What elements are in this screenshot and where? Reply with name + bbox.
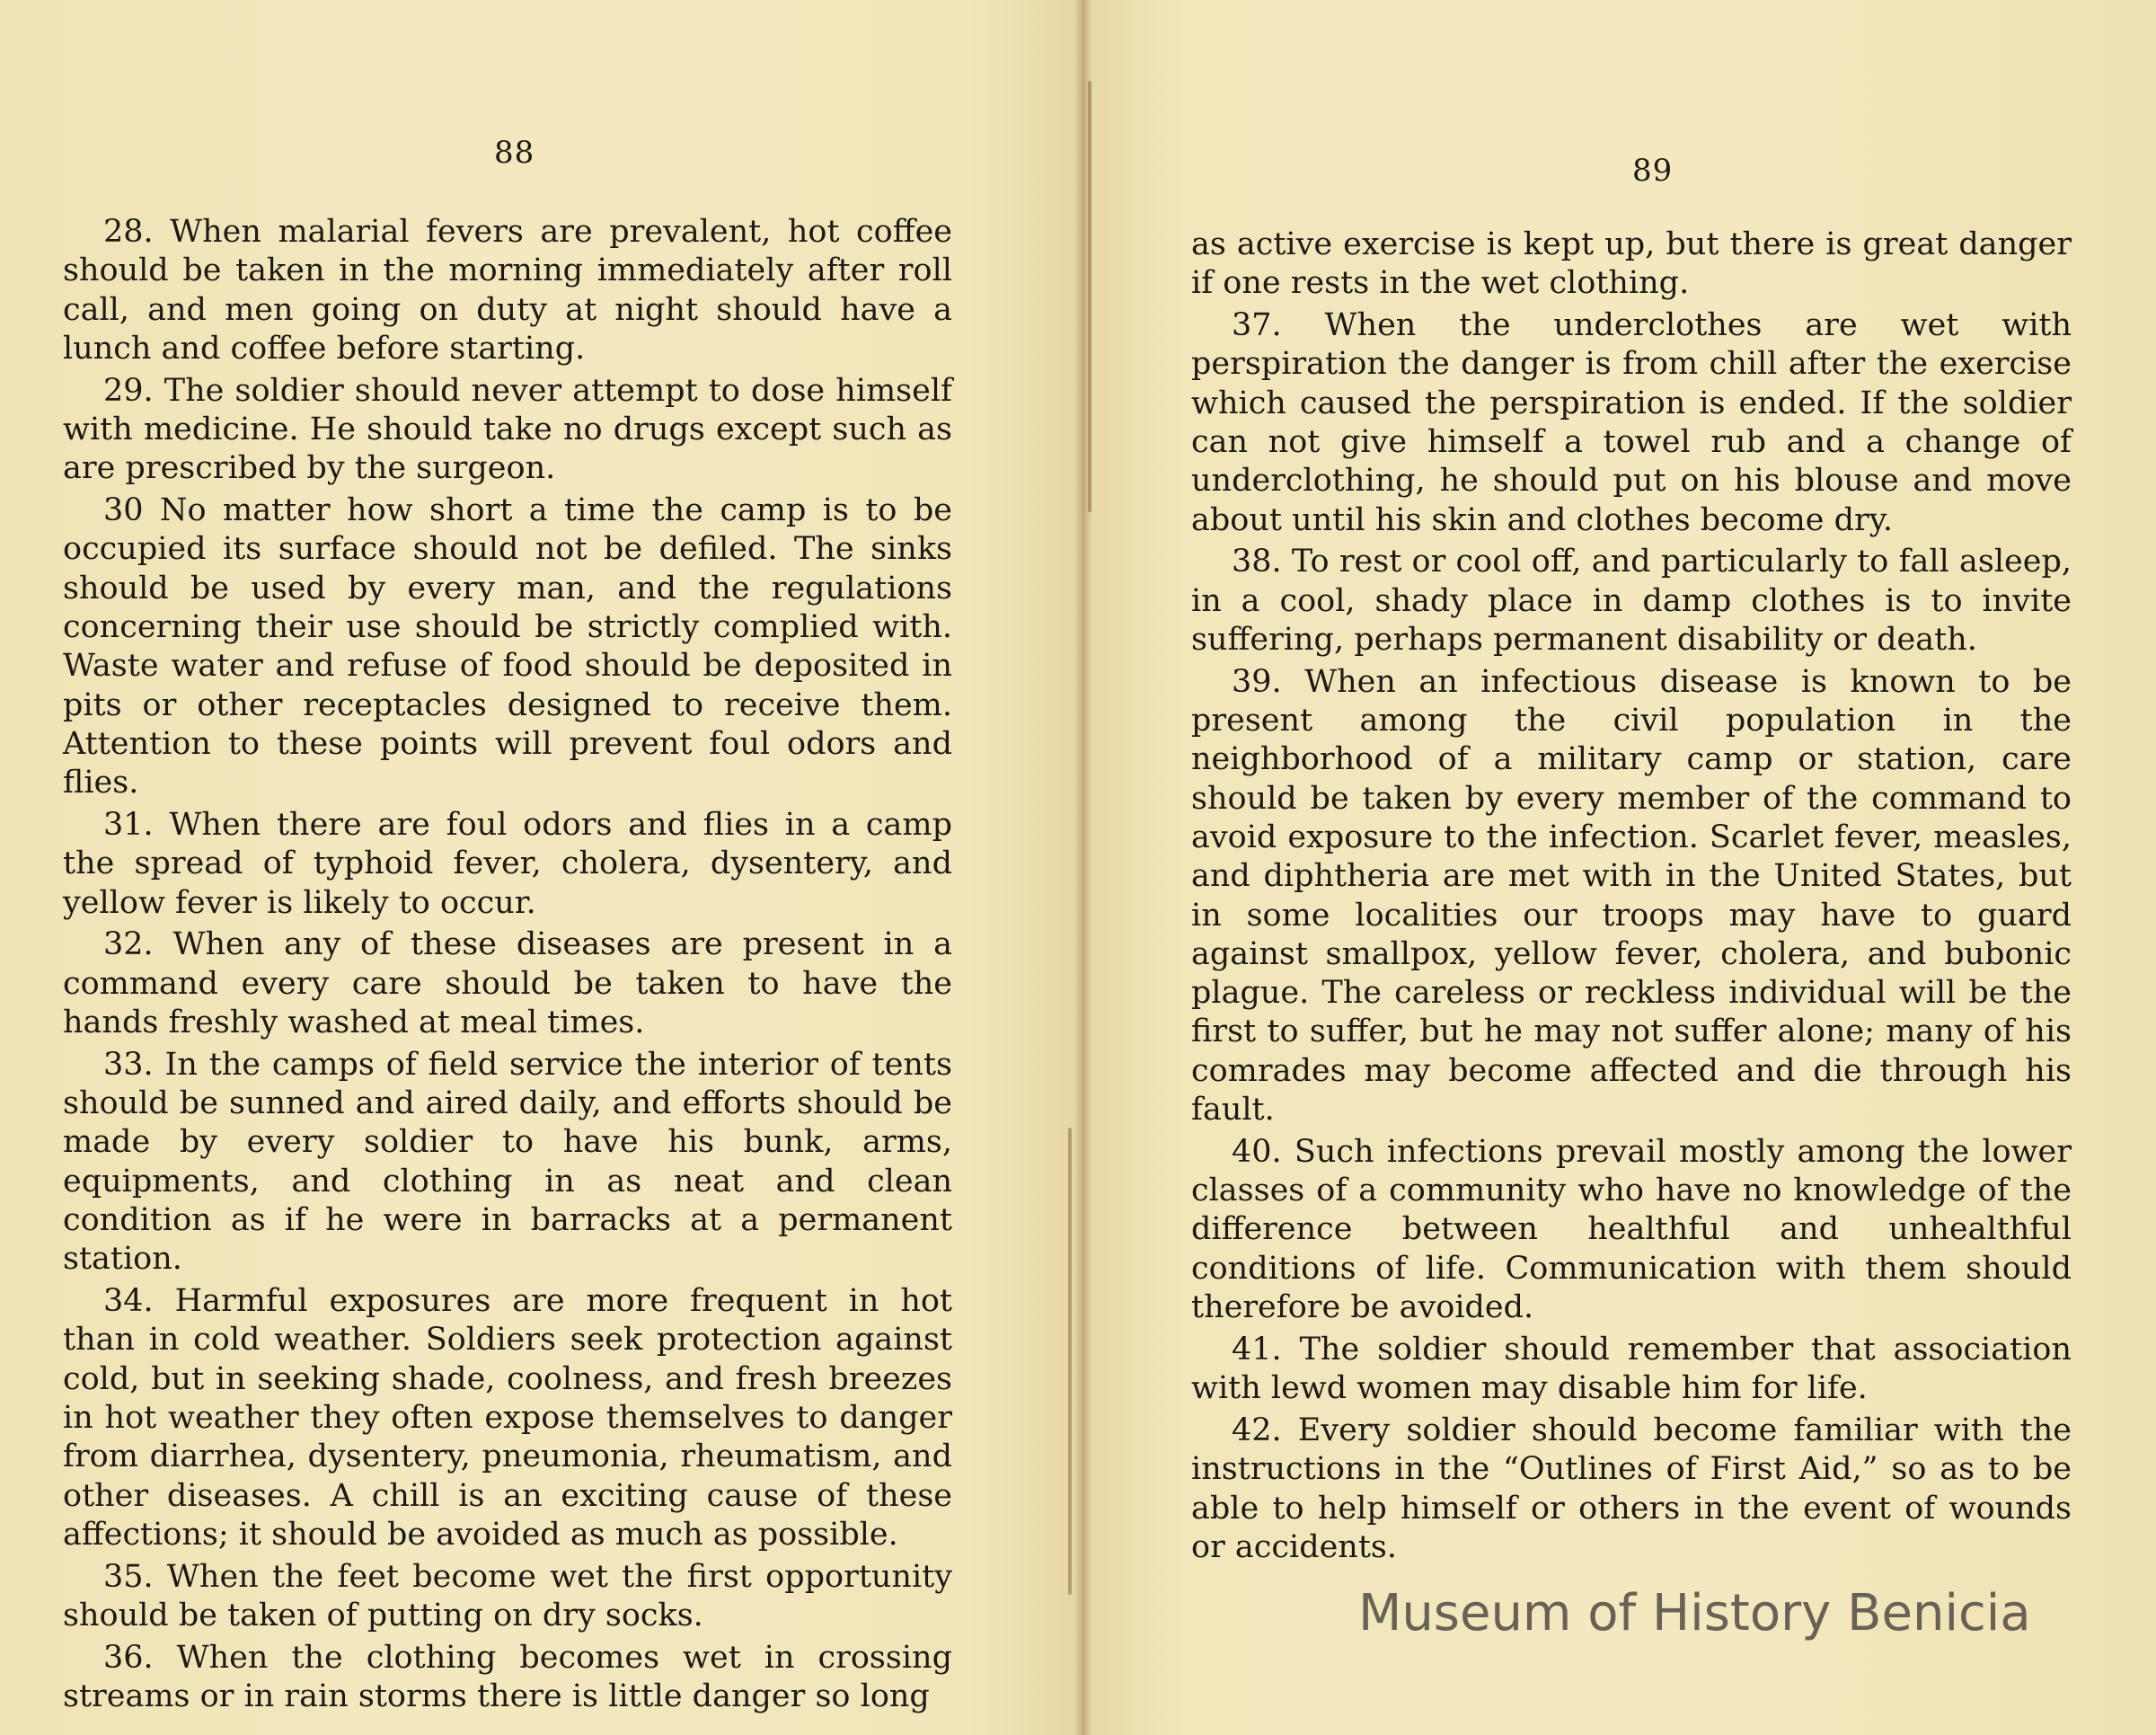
paragraph-38: 38. To rest or cool off, and particularly to fall asleep, in a cool, shady place in damp clothes is to invite suffering, perhaps permanent disability or death.: [1191, 544, 2072, 658]
left-page-text: [63, 213, 952, 1720]
paragraph-31: 31. When there are foul odors and flies in a camp the spread of typhoid fever, cholera, dysentery, and yellow fever is likely to occur.: [63, 806, 952, 921]
binding-stitch-upper: [1088, 81, 1091, 512]
museum-watermark: Museum of History Benicia: [1358, 1584, 2031, 1642]
paragraph-39: 39. When an infectious disease is known to be present among the civil population in the neighborhood of a military camp or station, care should be taken by every member of the command to avoid exposure to the infection. Scarlet fever, measles, and diphtheria are met with in the United States, but in some localities our troops may have to guard against smallpox, yellow fever, cholera, and bubonic plague. The careless or reckless individual will be the first to suffer, but he may not suffer alone; many of his comrades may become affected and die through his fault.: [1191, 663, 2072, 1129]
paragraph-34: 34. Harmful exposures are more frequent in hot than in cold weather. Soldiers seek protection against cold, but in seeking shade, coolness, and fresh breezes in hot weather they often expose themselves to danger from diarrhea, dysentery, pneumonia, rheumatism, and other diseases. A chill is an exciting cause of these affections; it should be avoided as much as possible.: [63, 1283, 952, 1553]
paragraph-37: 37. When the underclothes are wet with perspiration the danger is from chill after the exercise which caused the perspiration is ended. If the soldier can not give himself a towel rub and a change of underclothing, he should put on his blouse and move about until his skin and clothes become dry.: [1191, 307, 2072, 538]
paragraph-35: 35. When the feet become wet the first opportunity should be taken of putting on dry socks.: [63, 1558, 952, 1633]
right-page-text: [1191, 226, 2072, 1571]
paragraph-33: 33. In the camps of field service the interior of tents should be sunned and aired daily, and efforts should be made by every soldier to have his bunk, arms, equipments, and clothing in as neat and clean condition as if he were in barracks at a permanent station.: [63, 1046, 952, 1278]
paragraph-28: 28. When malarial fevers are prevalent, hot coffee should be taken in the morning immediately after roll call, and men going on duty at night should have a lunch and coffee before starting.: [63, 214, 952, 367]
paragraph-42: 42. Every soldier should become familiar with the instructions in the “Outlines of First Aid,” so as to be able to help himself or others in the event of wounds or accidents.: [1191, 1412, 2072, 1565]
paragraph-36: 36. When the clothing becomes wet in crossing streams or in rain storms there is little danger so long: [63, 1639, 952, 1714]
left-page-number: 88: [494, 135, 535, 171]
right-page: [1092, 0, 2156, 1735]
paragraph-40: 40. Such infections prevail mostly among the lower classes of a community who have no knowledge of the difference between healthful and unhealthful conditions of life. Communication with them should therefore be avoided.: [1191, 1133, 2072, 1326]
left-page: [0, 0, 1074, 1735]
paragraph-36-continued: as active exercise is kept up, but there is great danger if one rests in the wet clothing.: [1191, 226, 2072, 302]
paragraph-30: 30 No matter how short a time the camp is to be occupied its surface should not be defiled. The sinks should be used by every man, and the regulations concerning their use should be strictly complied with. Waste water and refuse of food should be deposited in pits or other receptacles designed to receive them. Attention to these points will prevent foul odors and flies.: [63, 492, 952, 801]
paragraph-29: 29. The soldier should never attempt to dose himself with medicine. He should take no drugs except such as are prescribed by the surgeon.: [63, 372, 952, 487]
paragraph-41: 41. The soldier should remember that association with lewd women may disable him for life.: [1191, 1331, 2072, 1407]
right-page-number: 89: [1632, 153, 1674, 189]
paragraph-32: 32. When any of these diseases are present in a command every care should be taken to have the hands freshly washed at meal times.: [63, 926, 952, 1040]
